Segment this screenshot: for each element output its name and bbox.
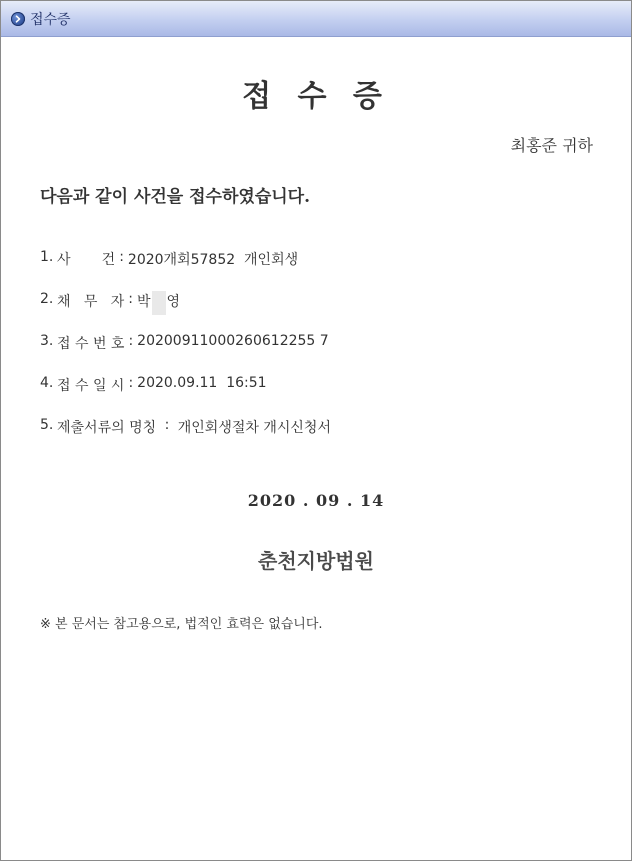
item-label: 제출서류의 명칭: [57, 420, 157, 436]
item-label: 접 수 번 호: [57, 336, 125, 352]
info-row-case: [40, 249, 331, 291]
recipient-name: 최홍준 귀하: [510, 136, 593, 155]
item-colon: :: [119, 249, 124, 265]
window-title: 접수증: [30, 11, 71, 28]
item-number: 3.: [40, 333, 54, 349]
document-title: 접 수 증: [242, 79, 390, 114]
item-value-before: 박: [137, 294, 151, 310]
item-number: 5.: [40, 417, 54, 433]
window-titlebar: [1, 1, 631, 37]
info-row-debtor: [40, 291, 331, 333]
info-row-document-name: [40, 417, 331, 459]
item-number: 4.: [40, 375, 54, 391]
court-name: 춘천지방법원: [258, 549, 374, 573]
chevron-right-circle-icon: [11, 12, 25, 26]
document-body: [1, 37, 631, 860]
item-label: 사 건: [57, 252, 116, 268]
item-colon: :: [128, 375, 134, 391]
reference-notice: ※ 본 문서는 참고용으로, 법적인 효력은 없습니다.: [40, 617, 323, 632]
item-number: 2.: [40, 291, 54, 307]
item-colon: :: [128, 291, 133, 307]
item-label: 접 수 일 시: [57, 378, 125, 394]
info-row-receipt-datetime: [40, 375, 331, 417]
item-value: 2020개회57852 개인회생: [127, 252, 299, 268]
intro-text: 다음과 같이 사건을 접수하였습니다.: [40, 187, 311, 207]
item-colon: :: [160, 417, 174, 433]
item-label: 채 무 자: [57, 294, 125, 310]
document-date: 2020 . 09 . 14: [247, 491, 385, 510]
item-colon: :: [128, 333, 134, 349]
item-value: 20200911000260612255 7: [137, 333, 329, 349]
case-info-list: [40, 249, 331, 459]
item-value: 개인회생절차 개시신청서: [177, 420, 331, 436]
info-row-receipt-number: [40, 333, 331, 375]
item-number: 1.: [40, 249, 54, 265]
masked-name-block: [152, 291, 166, 315]
item-value: 2020.09.11 16:51: [137, 375, 267, 391]
item-value-after: 영: [166, 294, 181, 310]
